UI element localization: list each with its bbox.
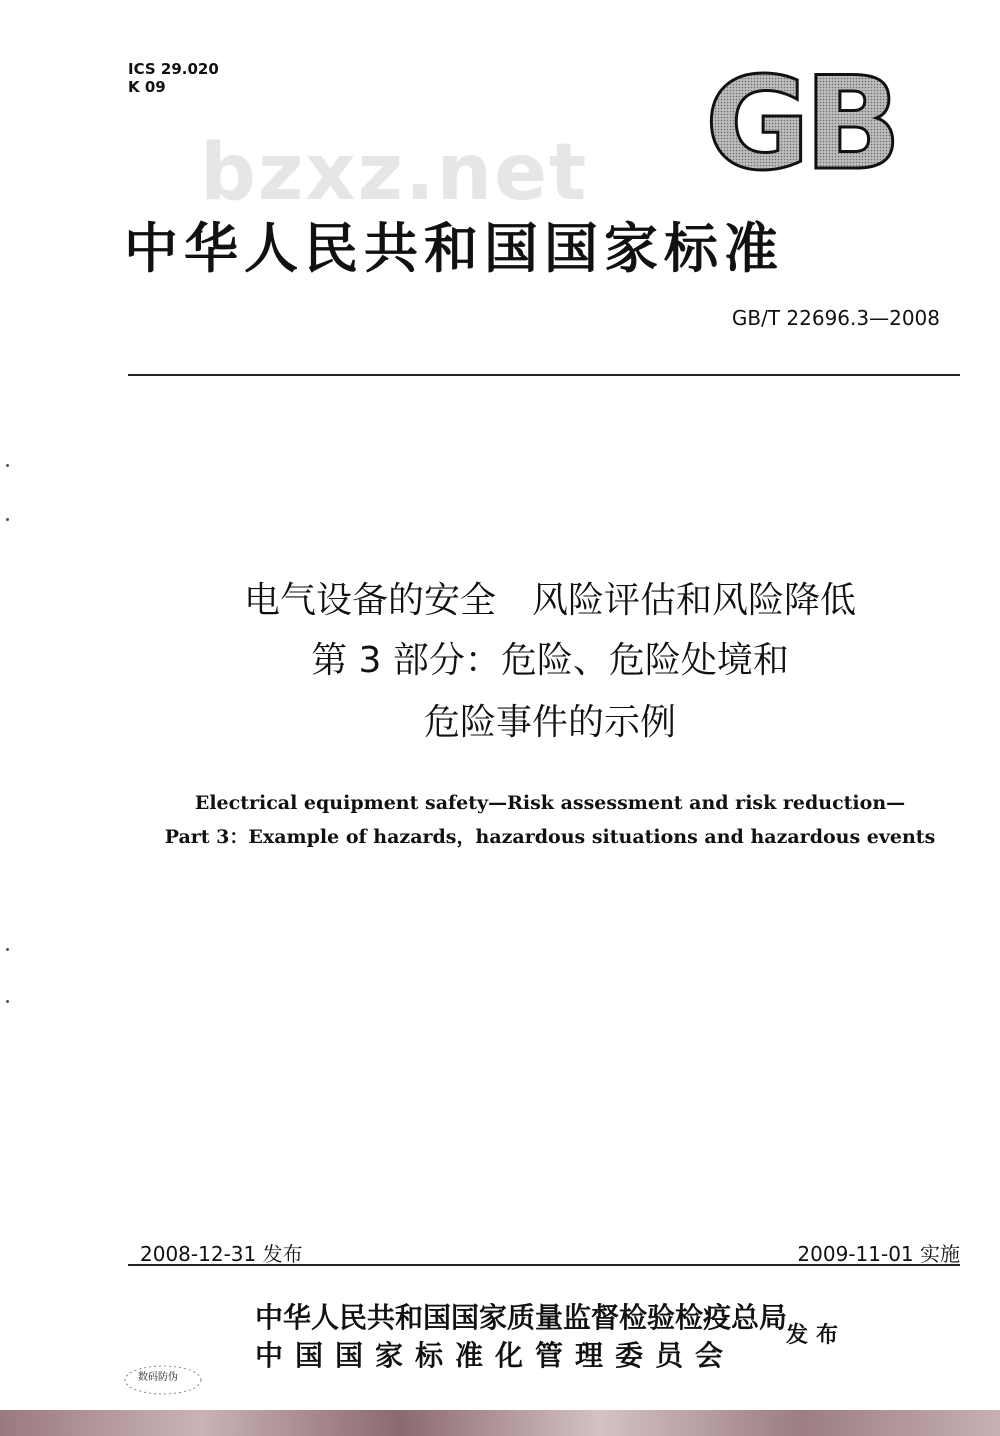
top-divider	[128, 374, 960, 376]
issue-date: 2008-12-31 发布	[140, 1242, 303, 1266]
title-zh-line-3: 危险事件的示例	[423, 702, 676, 743]
title-zh-line-2: 第 3 部分：危险、危险处境和	[311, 640, 789, 681]
standard-number: GB/T 22696.3—2008	[731, 306, 940, 330]
margin-dot	[6, 948, 9, 951]
bottom-divider	[128, 1264, 960, 1266]
watermark: bzxz.net	[200, 128, 589, 218]
scan-edge-band	[0, 1410, 1000, 1436]
gb-logo-text: GB	[705, 68, 896, 178]
issuer-sac: 中国国家标准化管理委员会	[255, 1339, 736, 1372]
margin-dot	[6, 518, 9, 521]
implementation-date: 2009-11-01 实施	[797, 1242, 960, 1266]
publish-label: 发布	[786, 1323, 847, 1348]
gb-logo	[705, 68, 910, 178]
ics-code: ICS 29.020	[128, 60, 219, 78]
stamp-text: 数码防伪	[138, 1372, 178, 1383]
national-standard-title: 中华人民共和国国家标准	[124, 216, 784, 280]
title-zh-line-1: 电气设备的安全 风险评估和风险降低	[243, 580, 856, 621]
issuer-aqsiq: 中华人民共和国国家质量监督检验检疫总局	[255, 1301, 788, 1334]
margin-dot	[6, 464, 9, 467]
title-en-line-1: Electrical equipment safety—Risk assessment and risk reduction—	[194, 792, 906, 814]
margin-dot	[6, 1000, 9, 1003]
classification-codes	[128, 60, 219, 96]
ccs-code: K 09	[128, 78, 166, 96]
title-en-line-2: Part 3：Example of hazards，hazardous situations and hazardous events	[164, 826, 936, 848]
